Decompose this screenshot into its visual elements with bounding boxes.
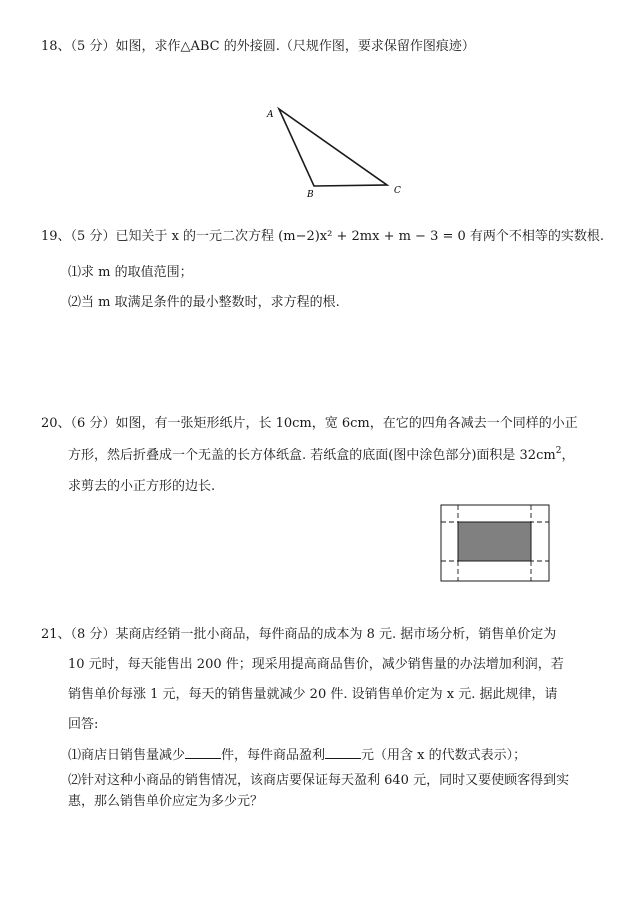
answer-blank-2[interactable]	[325, 746, 361, 759]
q21-line4: 回答:	[68, 717, 99, 732]
q21-part1-a: ⑴商店日销售量减少	[68, 748, 186, 763]
q21-part2-line2: 惠，那么销售单价应定为多少元？	[68, 794, 264, 809]
shaded-box-base	[458, 522, 531, 561]
q20-line1: 20、（6 分）如图，有一张矩形纸片，长 10cm，宽 6cm，在它的四角各减去一个同样的小正	[41, 416, 578, 431]
q20-line2	[68, 447, 574, 466]
q20-line3: 求剪去的小正方形的边长.	[68, 479, 216, 494]
q21-part1-b: 件，每件商品盈利	[221, 748, 326, 763]
q21-part2-line1: ⑵针对这种小商品的销售情况，该商店要保证每天盈利 640 元，同时又要使顾客得到实	[68, 773, 570, 788]
q21-part1-c: 元（用含 x 的代数式表示）；	[361, 748, 527, 763]
q19-part2: ⑵当 m 取满足条件的最小整数时，求方程的根.	[68, 295, 340, 310]
q21-line1: 21、（8 分）某商店经销一批小商品，每件商品的成本为 8 元. 据市场分析，销售单价定为	[41, 627, 557, 642]
q21-part1	[68, 746, 526, 765]
q20-line2-text: 方形，然后折叠成一个无盖的长方体纸盒. 若纸盒的底面(图中涂色部分)面积是 32cm	[68, 448, 556, 463]
vertex-label-c: C	[394, 186, 401, 196]
q21-line2: 10 元时，每天能售出 200 件；现采用提高商品售价，减少销售量的办法增加利润，若	[68, 657, 564, 672]
q19-part1: ⑴求 m 的取值范围；	[68, 265, 193, 280]
vertex-label-b: B	[307, 190, 314, 200]
q20-line2-end: ，	[561, 448, 575, 463]
q19-stem: 19、（5 分）已知关于 x 的一元二次方程 (m−2)x² + 2mx + m − 3 = 0 有两个不相等的实数根.	[41, 229, 605, 244]
paper-box-figure	[440, 504, 552, 584]
q18-text: 18、（5 分）如图，求作△ABC 的外接圆.（尺规作图，要求保留作图痕迹）	[41, 39, 475, 54]
triangle-abc-figure	[262, 102, 422, 202]
q20-area-superscript: 2	[555, 446, 562, 456]
q21-line3: 销售单价每涨 1 元，每天的销售量就减少 20 件. 设销售单价定为 x 元. 据此规律，请	[68, 687, 558, 702]
answer-blank-1[interactable]	[185, 746, 221, 759]
vertex-label-a: A	[267, 110, 274, 120]
